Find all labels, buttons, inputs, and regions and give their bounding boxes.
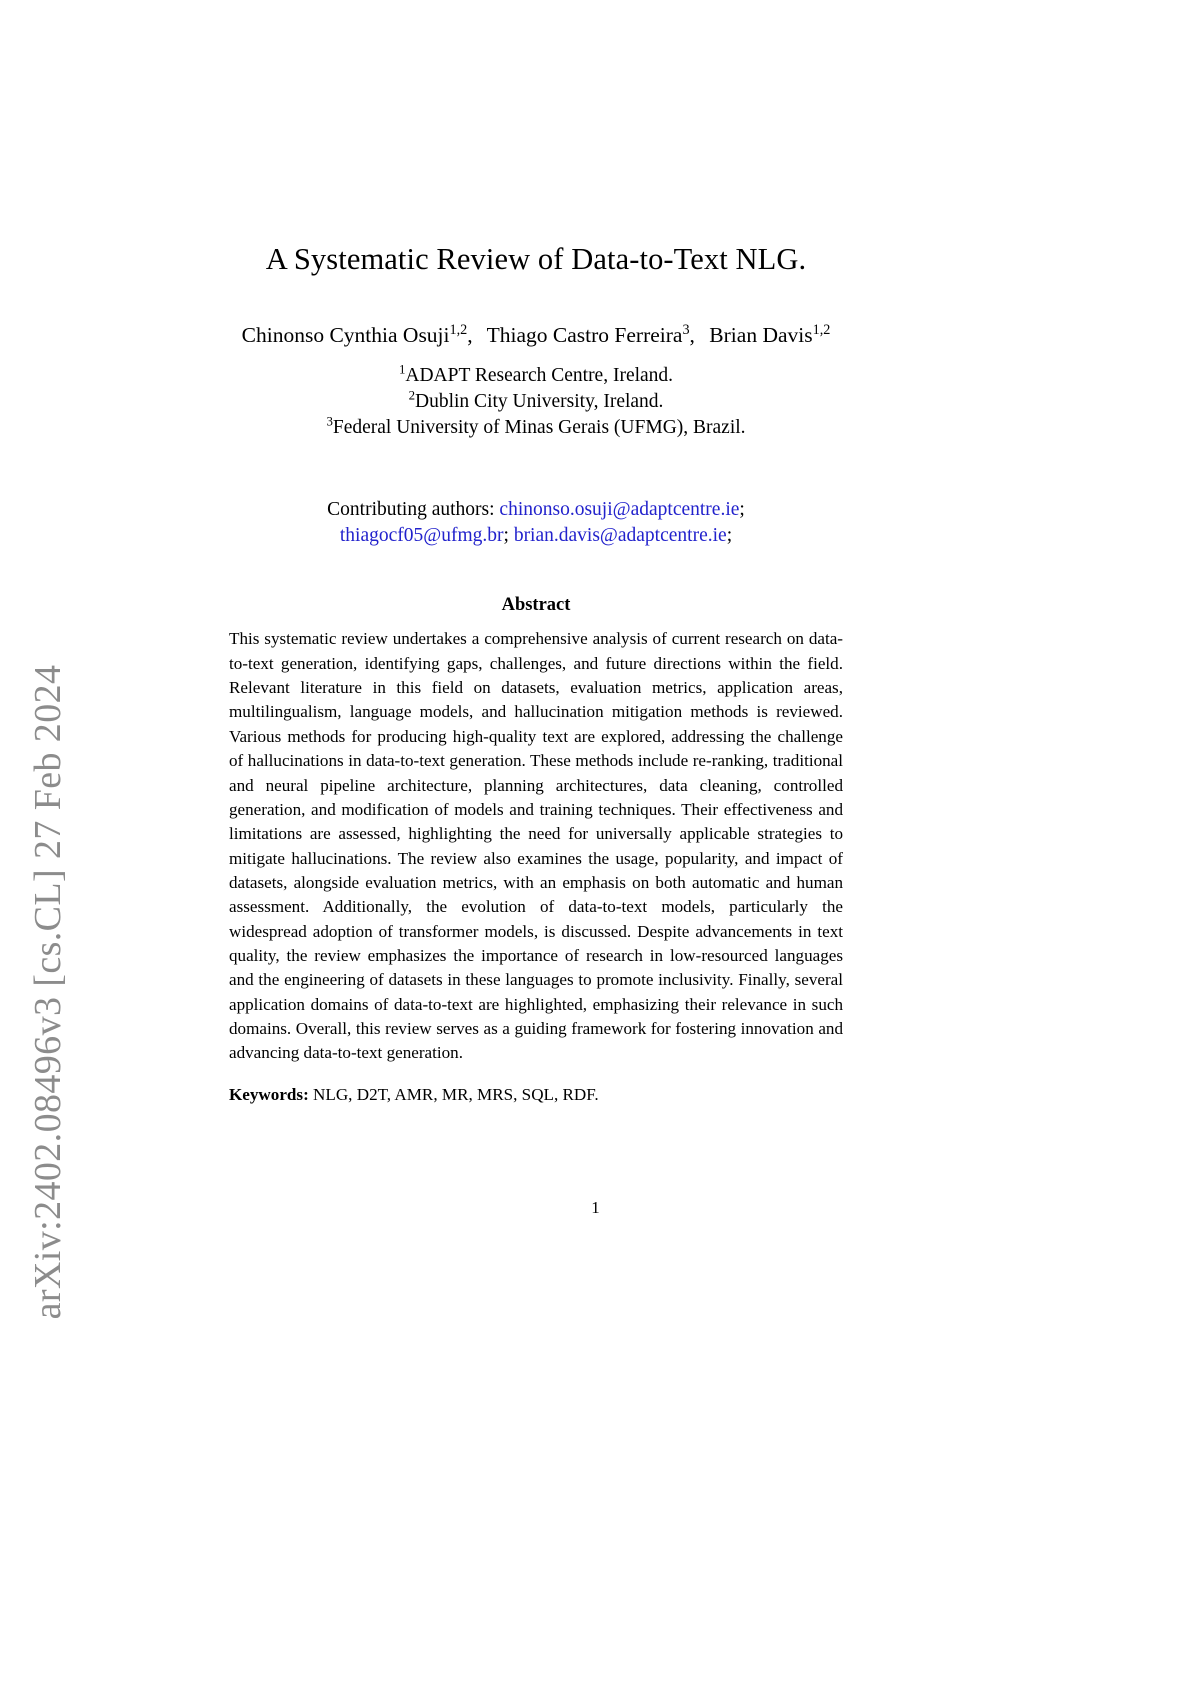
author-name: Thiago Castro Ferreira — [486, 323, 683, 348]
contributing-authors-line-1 — [229, 497, 843, 523]
author-name: Brian Davis — [709, 323, 813, 348]
keywords-label: Keywords: — [229, 1084, 309, 1104]
contributing-authors — [229, 441, 843, 550]
email-separator: ; — [726, 525, 733, 547]
author-affiliation-marks: 3 — [682, 321, 690, 338]
author-list — [229, 278, 843, 350]
keywords-value: NLG, D2T, AMR, MR, MRS, SQL, RDF. — [313, 1084, 599, 1104]
author-affiliation-marks: 1,2 — [449, 321, 468, 338]
page-title: A Systematic Review of Data-to-Text NLG. — [265, 242, 807, 276]
keywords-line — [229, 1066, 843, 1107]
author-entry — [709, 323, 830, 347]
email-link-brian[interactable]: brian.davis@adaptcentre.ie — [513, 525, 727, 547]
affiliation-item — [229, 389, 843, 415]
email-separator: ; — [739, 498, 745, 520]
affiliation-mark: 2 — [408, 388, 416, 403]
author-entry — [242, 323, 473, 347]
affiliation-text: Federal University of Minas Gerais (UFMG), Brazil. — [332, 416, 746, 438]
affiliation-item — [229, 415, 843, 441]
email-link-chinonso[interactable]: chinonso.osuji@adaptcentre.ie — [499, 498, 740, 520]
author-separator: , — [467, 323, 473, 348]
affiliation-mark: 3 — [326, 414, 333, 429]
author-separator: , — [689, 323, 695, 348]
arxiv-identifier-text: arXiv:2402.08496v3 [cs.CL] 27 Feb 2024 — [26, 664, 69, 1320]
abstract-text: This systematic review undertakes a comprehensive analysis of current research on data-to-text generation, identifying gaps, challenges, and future directions within the field. Relevant literature in this field on datasets, evaluation metrics, application areas, multilingualism, language models, and hallucination mitigation methods is reviewed. Various methods for producing high-quality text are explored, addressing the challenge of hallucinations in data-to-text generation. These methods include re-ranking, traditional and neural pipeline architecture, planning architectures, data cleaning, controlled generation, and modification of models and training techniques. Their effectiveness and limitations are assessed, highlighting the need for universally applicable strategies to mitigate hallucinations. The review also examines the usage, popularity, and impact of datasets, alongside evaluation metrics, with an emphasis on both automatic and human assessment. Additionally, the evolution of data-to-text models, particularly the widespread adoption of transformer models, is discussed. Despite advancements in text quality, the review emphasizes the importance of research in low-resourced languages and the engineering of datasets in these languages to promote inclusivity. Finally, several application domains of data-to-text are highlighted, emphasizing their relevance in such domains. Overall, this review serves as a guiding framework for fostering innovation and advancing data-to-text generation. — [229, 629, 843, 1063]
email-link-thiago[interactable]: thiagocf05@ufmg.br — [339, 525, 504, 547]
paper-content-column — [229, 0, 843, 1107]
page-number: 1 — [591, 1198, 600, 1217]
contributing-authors-line-2 — [229, 523, 843, 549]
author-affiliation-marks: 1,2 — [812, 321, 831, 338]
author-name: Chinonso Cynthia Osuji — [241, 323, 450, 348]
email-separator: ; — [503, 525, 509, 547]
affiliation-list — [229, 350, 843, 441]
affiliation-text: ADAPT Research Centre, Ireland. — [405, 365, 674, 387]
arxiv-identifier-stamp — [0, 0, 95, 1684]
contributing-authors-label: Contributing authors: — [327, 498, 495, 520]
author-entry — [487, 323, 695, 347]
affiliation-text: Dublin City University, Ireland. — [415, 390, 664, 412]
abstract-heading: Abstract — [501, 595, 571, 616]
affiliation-mark: 1 — [398, 362, 406, 377]
affiliation-item — [229, 363, 843, 389]
